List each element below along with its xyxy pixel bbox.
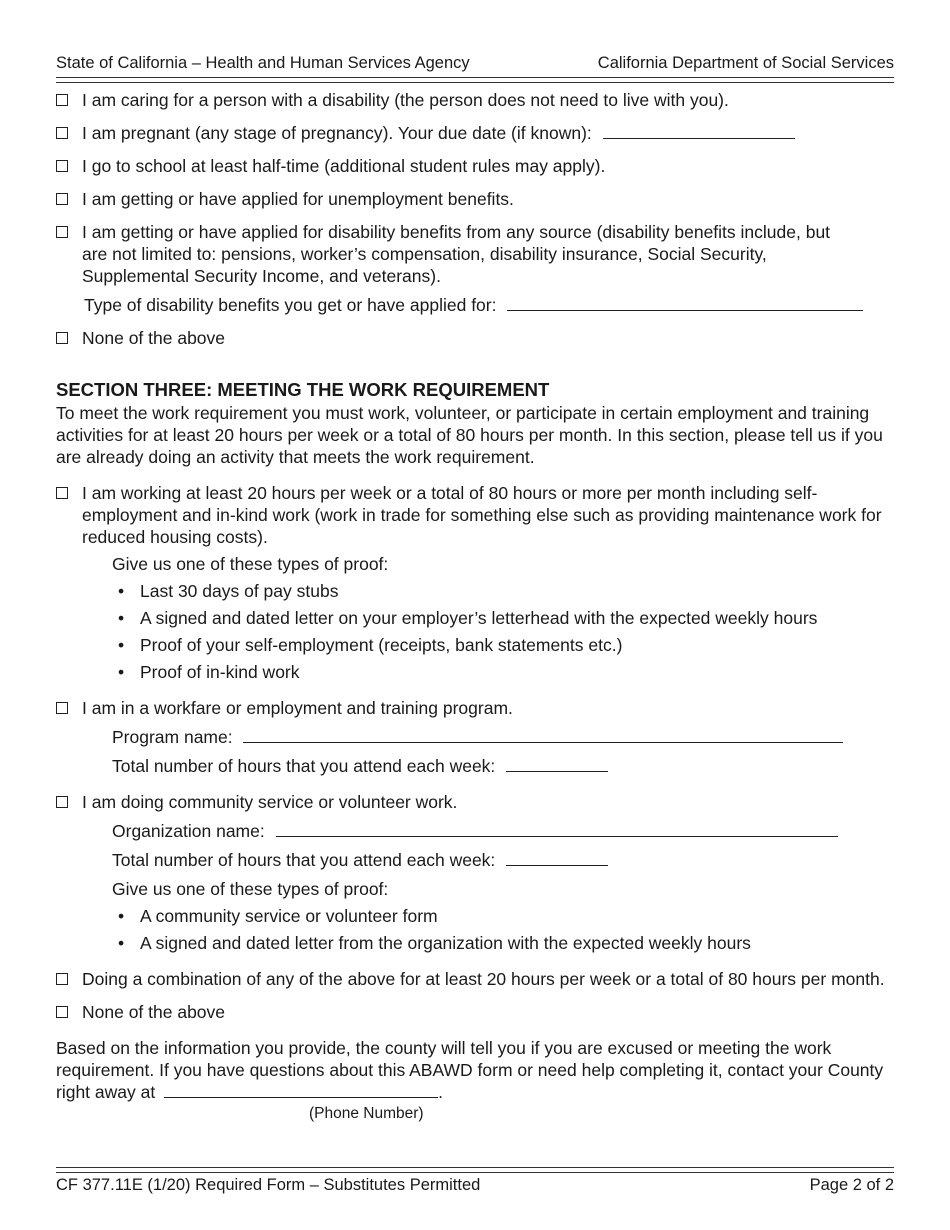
- list-item: • A signed and dated letter on your employer’s letterhead with the expected weekly hours: [118, 608, 818, 628]
- checkbox[interactable]: [56, 94, 68, 106]
- footer-divider: [56, 1167, 894, 1173]
- form-content: [56, 89, 896, 1125]
- exemption-label: I am getting or have applied for disability benefits from any source (disability benefits include, but are not limited to: pensions, worker’s compensation, disability insurance, Social Security, Supplemental Security Income, and veterans).: [82, 222, 831, 286]
- disability-type-label: Type of disability benefits you get or have applied for:: [84, 295, 497, 315]
- due-date-field[interactable]: [603, 124, 795, 139]
- community-hours-row: [56, 849, 896, 871]
- form-page: [56, 0, 896, 1230]
- program-name-row: [56, 726, 896, 748]
- exemption-label: I am caring for a person with a disability (the person does not need to live with you).: [82, 90, 729, 110]
- program-name-field[interactable]: [243, 728, 843, 743]
- exemption-none[interactable]: [56, 327, 896, 349]
- phone-number-caption: (Phone Number): [309, 1105, 424, 1122]
- hours-label: Total number of hours that you attend each week:: [112, 756, 496, 776]
- activity-label: None of the above: [82, 1002, 226, 1022]
- activity-label: I am working at least 20 hours per week or a total of 80 hours or more per month including self-employment and in-kind work (work in trade for something else such as providing maintenance work for reduced housing costs).: [82, 483, 882, 547]
- activity-none[interactable]: [56, 1001, 896, 1023]
- disability-type-field[interactable]: [507, 296, 863, 311]
- activity-label: I am doing community service or volunteer work.: [82, 792, 458, 812]
- list-item: • A community service or volunteer form: [118, 906, 438, 926]
- exemption-caring[interactable]: [56, 89, 896, 111]
- hours-field[interactable]: [506, 851, 608, 866]
- page-number: Page 2 of 2: [809, 1176, 894, 1194]
- closing-text: Based on the information you provide, the county will tell you if you are excused or meeting the work requirement. If you have questions about this ABAWD form or need help completing it, contact your County right away at: [56, 1038, 884, 1102]
- working-proof-list: [56, 580, 896, 683]
- checkbox[interactable]: [56, 973, 68, 985]
- organization-name-field[interactable]: [276, 822, 838, 837]
- exemption-unemployment[interactable]: [56, 188, 896, 210]
- checkbox[interactable]: [56, 332, 68, 344]
- hours-label: Total number of hours that you attend each week:: [112, 850, 496, 870]
- page-header: [56, 52, 894, 74]
- checkbox[interactable]: [56, 160, 68, 172]
- activity-combination[interactable]: [56, 968, 896, 990]
- list-item: • Last 30 days of pay stubs: [118, 581, 339, 601]
- program-name-label: Program name:: [112, 727, 233, 747]
- proof-label: Give us one of these types of proof:: [112, 879, 389, 899]
- community-proof-list: [56, 905, 896, 954]
- list-item: • Proof of your self-employment (receipts, bank statements etc.): [118, 635, 623, 655]
- exemption-label: I am pregnant (any stage of pregnancy). Your due date (if known):: [82, 123, 592, 143]
- list-item: • A signed and dated letter from the organization with the expected weekly hours: [118, 933, 751, 953]
- exemption-pregnant[interactable]: [56, 122, 896, 144]
- activity-working[interactable]: [56, 482, 896, 548]
- exemption-label: I am getting or have applied for unemployment benefits.: [82, 189, 514, 209]
- workfare-hours-row: [56, 755, 896, 777]
- checkbox[interactable]: [56, 702, 68, 714]
- form-id: CF 377.11E (1/20) Required Form – Substitutes Permitted: [56, 1176, 481, 1194]
- page-footer: [56, 1174, 894, 1196]
- hours-field[interactable]: [506, 757, 608, 772]
- activity-community[interactable]: [56, 791, 896, 813]
- header-agency: State of California – Health and Human Services Agency: [56, 54, 470, 72]
- checkbox[interactable]: [56, 193, 68, 205]
- checkbox[interactable]: [56, 487, 68, 499]
- exemption-label: None of the above: [82, 328, 226, 348]
- organization-name-label: Organization name:: [112, 821, 265, 841]
- exemption-label: I go to school at least half-time (additional student rules may apply).: [82, 156, 606, 176]
- section-three-title: SECTION THREE: MEETING THE WORK REQUIREMENT: [56, 379, 550, 400]
- checkbox[interactable]: [56, 1006, 68, 1018]
- section-three-intro: To meet the work requirement you must work, volunteer, or participate in certain employment and training activities for at least 20 hours per week or a total of 80 hours per month. In this section, please tell us if you are already doing an activity that meets the work requirement.: [56, 403, 883, 467]
- closing-paragraph: Based on the information you provide, the county will tell you if you are excused or meeting the work requirement. If you have questions about this ABAWD form or need help completing it, contact your County right away at .: [56, 1038, 884, 1102]
- activity-label: Doing a combination of any of the above for at least 20 hours per week or a total of 80 hours per month.: [82, 969, 885, 989]
- header-divider: [56, 77, 894, 83]
- list-item: • Proof of in-kind work: [118, 662, 300, 682]
- checkbox[interactable]: [56, 127, 68, 139]
- checkbox[interactable]: [56, 226, 68, 238]
- activity-workfare[interactable]: [56, 697, 896, 719]
- exemption-school[interactable]: [56, 155, 896, 177]
- phone-number-field[interactable]: [164, 1083, 438, 1098]
- activity-label: I am in a workfare or employment and training program.: [82, 698, 513, 718]
- exemption-disability[interactable]: [56, 221, 896, 287]
- checkbox[interactable]: [56, 796, 68, 808]
- organization-name-row: [56, 820, 896, 842]
- header-department: California Department of Social Services: [597, 54, 894, 72]
- proof-label: Give us one of these types of proof:: [112, 554, 389, 574]
- disability-type-row: [56, 294, 896, 316]
